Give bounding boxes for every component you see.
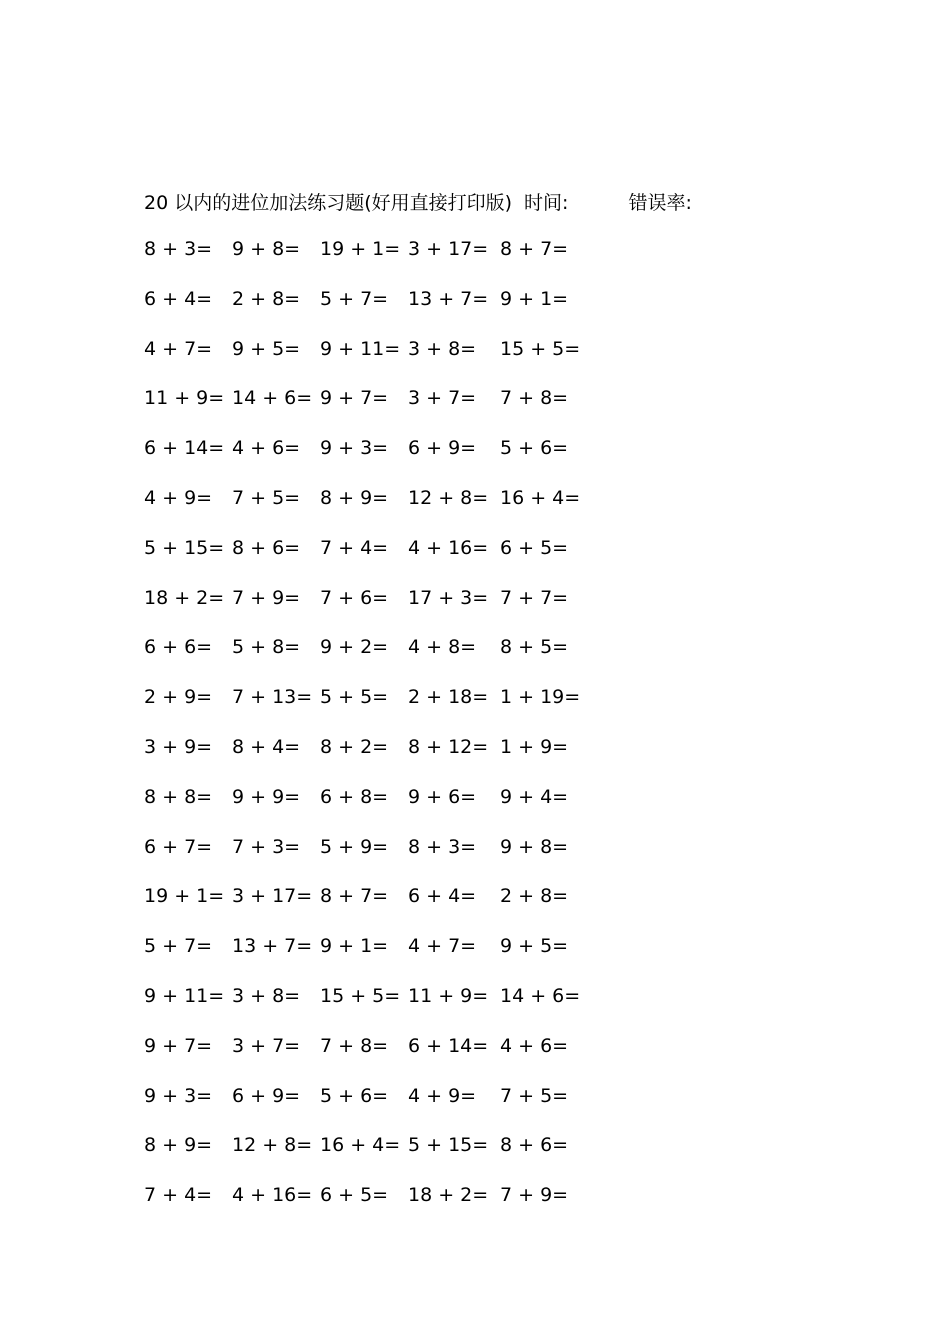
problem-item: 9 + 1= — [320, 935, 389, 958]
problem-item: 8 + 2= — [320, 735, 389, 758]
problem-item: 4 + 9= — [144, 486, 213, 509]
problem-item: 7 + 8= — [320, 1034, 389, 1057]
problem-item: 4 + 16= — [232, 1184, 313, 1207]
problem-item: 8 + 7= — [320, 885, 389, 908]
problem-item: 7 + 13= — [232, 686, 313, 709]
problem-item: 2 + 18= — [408, 686, 489, 709]
problem-item: 3 + 17= — [408, 238, 489, 260]
problem-item: 9 + 2= — [320, 636, 389, 659]
problem-item: 8 + 6= — [500, 1134, 569, 1157]
problem-item: 9 + 7= — [320, 387, 389, 410]
problem-item: 19 + 1= — [320, 238, 401, 260]
worksheet-header — [144, 186, 692, 216]
problem-item: 5 + 15= — [408, 1134, 489, 1157]
problem-item: 4 + 16= — [408, 536, 489, 559]
problem-item: 9 + 4= — [500, 785, 569, 808]
problem-item: 4 + 7= — [144, 337, 213, 360]
problem-item: 6 + 6= — [144, 636, 213, 659]
problem-item: 5 + 7= — [320, 287, 389, 310]
problem-item: 9 + 6= — [408, 785, 477, 808]
problem-item: 7 + 5= — [500, 1084, 569, 1107]
problem-item: 9 + 11= — [320, 337, 401, 360]
problem-item: 1 + 19= — [500, 686, 581, 709]
problem-item: 15 + 5= — [500, 337, 581, 360]
problem-item: 7 + 4= — [320, 536, 389, 559]
problem-item: 12 + 8= — [232, 1134, 313, 1157]
problem-item: 9 + 8= — [232, 238, 301, 260]
problem-item: 9 + 11= — [144, 984, 225, 1007]
problem-item: 8 + 7= — [500, 238, 569, 260]
problem-item: 8 + 3= — [144, 238, 213, 260]
error-rate-label: 错误率: — [628, 191, 692, 214]
problem-item: 12 + 8= — [408, 486, 489, 509]
problem-item: 8 + 6= — [232, 536, 301, 559]
problem-item: 13 + 7= — [232, 935, 313, 958]
problem-item: 16 + 4= — [320, 1134, 401, 1157]
problem-item: 5 + 5= — [320, 686, 389, 709]
problem-item: 14 + 6= — [500, 984, 581, 1007]
worksheet-title: 20 以内的进位加法练习题(好用直接打印版) — [144, 191, 513, 214]
problem-item: 7 + 9= — [232, 586, 301, 609]
problem-item: 3 + 8= — [232, 984, 301, 1007]
problem-item: 7 + 8= — [500, 387, 569, 410]
problem-item: 9 + 8= — [500, 835, 569, 858]
problem-item: 18 + 2= — [408, 1184, 489, 1207]
problem-item: 19 + 1= — [144, 885, 225, 908]
problem-item: 6 + 9= — [408, 437, 477, 460]
problem-item: 13 + 7= — [408, 287, 489, 310]
problem-item: 5 + 9= — [320, 835, 389, 858]
problem-item: 9 + 3= — [320, 437, 389, 460]
problem-item: 2 + 8= — [500, 885, 569, 908]
problem-item: 1 + 9= — [500, 735, 569, 758]
problem-item: 5 + 7= — [144, 935, 213, 958]
problem-item: 15 + 5= — [320, 984, 401, 1007]
problem-item: 5 + 6= — [500, 437, 569, 460]
problem-item: 6 + 5= — [320, 1184, 389, 1207]
problem-item: 6 + 7= — [144, 835, 213, 858]
problem-item: 4 + 9= — [408, 1084, 477, 1107]
problem-item: 6 + 8= — [320, 785, 389, 808]
problem-item: 6 + 9= — [232, 1084, 301, 1107]
problem-item: 4 + 6= — [500, 1034, 569, 1057]
problem-item: 8 + 9= — [144, 1134, 213, 1157]
problem-item: 8 + 12= — [408, 735, 489, 758]
problem-item: 7 + 9= — [500, 1184, 569, 1207]
problem-item: 4 + 7= — [408, 935, 477, 958]
problem-item: 9 + 7= — [144, 1034, 213, 1057]
problem-item: 7 + 6= — [320, 586, 389, 609]
problem-item: 8 + 9= — [320, 486, 389, 509]
problem-item: 7 + 4= — [144, 1184, 213, 1207]
problem-item: 17 + 3= — [408, 586, 489, 609]
problem-item: 9 + 9= — [232, 785, 301, 808]
problem-item: 8 + 4= — [232, 735, 301, 758]
problem-item: 11 + 9= — [408, 984, 489, 1007]
problem-item: 9 + 5= — [232, 337, 301, 360]
problem-item: 3 + 7= — [232, 1034, 301, 1057]
problem-item: 5 + 6= — [320, 1084, 389, 1107]
problem-item: 4 + 6= — [232, 437, 301, 460]
problem-item: 8 + 8= — [144, 785, 213, 808]
problem-item: 3 + 17= — [232, 885, 313, 908]
problem-item: 14 + 6= — [232, 387, 313, 410]
problem-item: 6 + 4= — [144, 287, 213, 310]
problem-item: 6 + 5= — [500, 536, 569, 559]
problem-item: 2 + 9= — [144, 686, 213, 709]
problem-item: 8 + 5= — [500, 636, 569, 659]
time-label: 时间: — [524, 191, 569, 214]
problem-item: 7 + 7= — [500, 586, 569, 609]
problem-item: 7 + 3= — [232, 835, 301, 858]
problem-item: 11 + 9= — [144, 387, 225, 410]
problem-item: 9 + 5= — [500, 935, 569, 958]
problem-item: 5 + 8= — [232, 636, 301, 659]
problem-item: 16 + 4= — [500, 486, 581, 509]
problem-item: 2 + 8= — [232, 287, 301, 310]
problem-item: 7 + 5= — [232, 486, 301, 509]
problem-item: 18 + 2= — [144, 586, 225, 609]
problem-item: 3 + 7= — [408, 387, 477, 410]
problem-item: 9 + 1= — [500, 287, 569, 310]
problem-item: 5 + 15= — [144, 536, 225, 559]
problem-item: 4 + 8= — [408, 636, 477, 659]
problem-item: 6 + 4= — [408, 885, 477, 908]
problem-item: 6 + 14= — [144, 437, 225, 460]
problem-item: 9 + 3= — [144, 1084, 213, 1107]
problem-item: 8 + 3= — [408, 835, 477, 858]
problem-item: 3 + 8= — [408, 337, 477, 360]
problem-item: 3 + 9= — [144, 735, 213, 758]
problem-item: 6 + 14= — [408, 1034, 489, 1057]
